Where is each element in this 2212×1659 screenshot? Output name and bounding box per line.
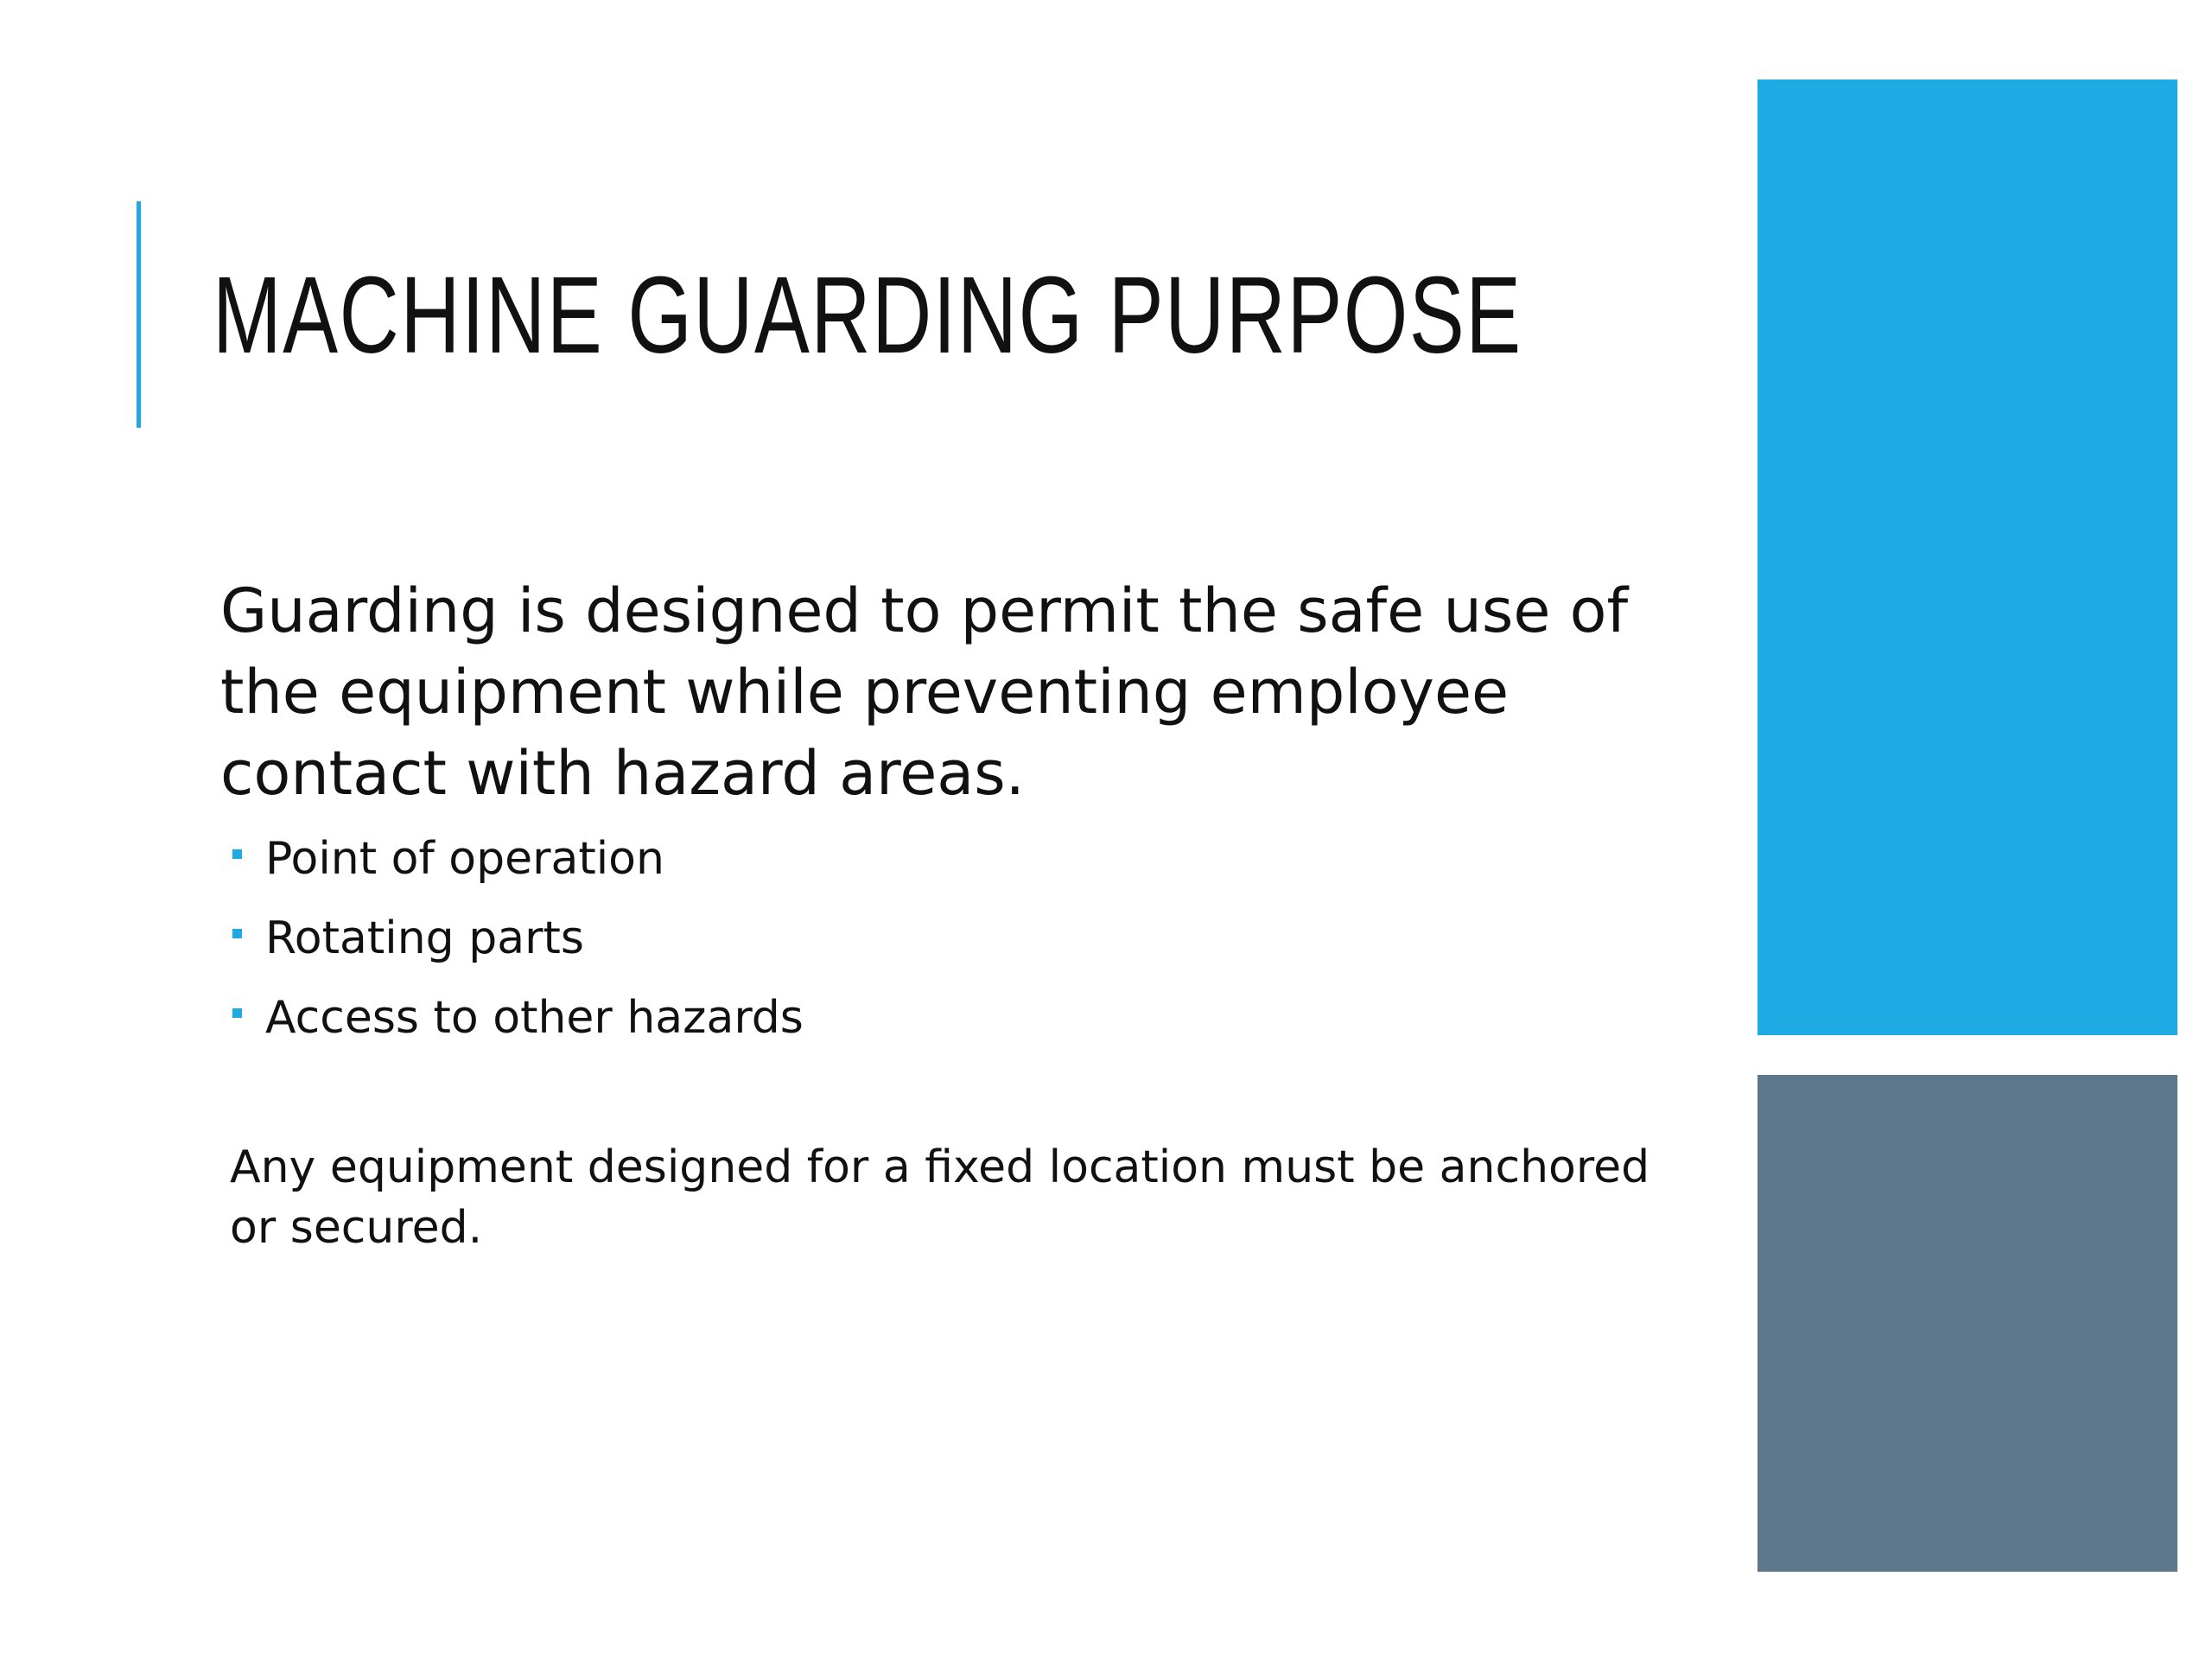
decorative-blue-block (1758, 79, 2177, 1035)
square-bullet-icon (232, 929, 242, 938)
bullet-item (228, 819, 804, 899)
bullet-text: Point of operation (265, 833, 664, 885)
slide-title: MACHINE GUARDING PURPOSE (213, 254, 1522, 376)
bullet-item (228, 899, 804, 978)
bullet-item (228, 978, 804, 1058)
title-accent-bar (137, 201, 141, 428)
hazard-bullet-list (228, 819, 804, 1058)
square-bullet-icon (232, 849, 242, 859)
bullet-text: Access to other hazards (265, 992, 804, 1044)
square-bullet-icon (232, 1008, 242, 1018)
decorative-slate-block (1758, 1075, 2177, 1572)
intro-paragraph: Guarding is designed to permit the safe use of the equipment while preventing employee contact with hazard areas. (220, 575, 1629, 809)
anchoring-note: Any equipment designed for a fixed location must be anchored or secured. (230, 1141, 1650, 1254)
bullet-text: Rotating parts (265, 912, 584, 964)
